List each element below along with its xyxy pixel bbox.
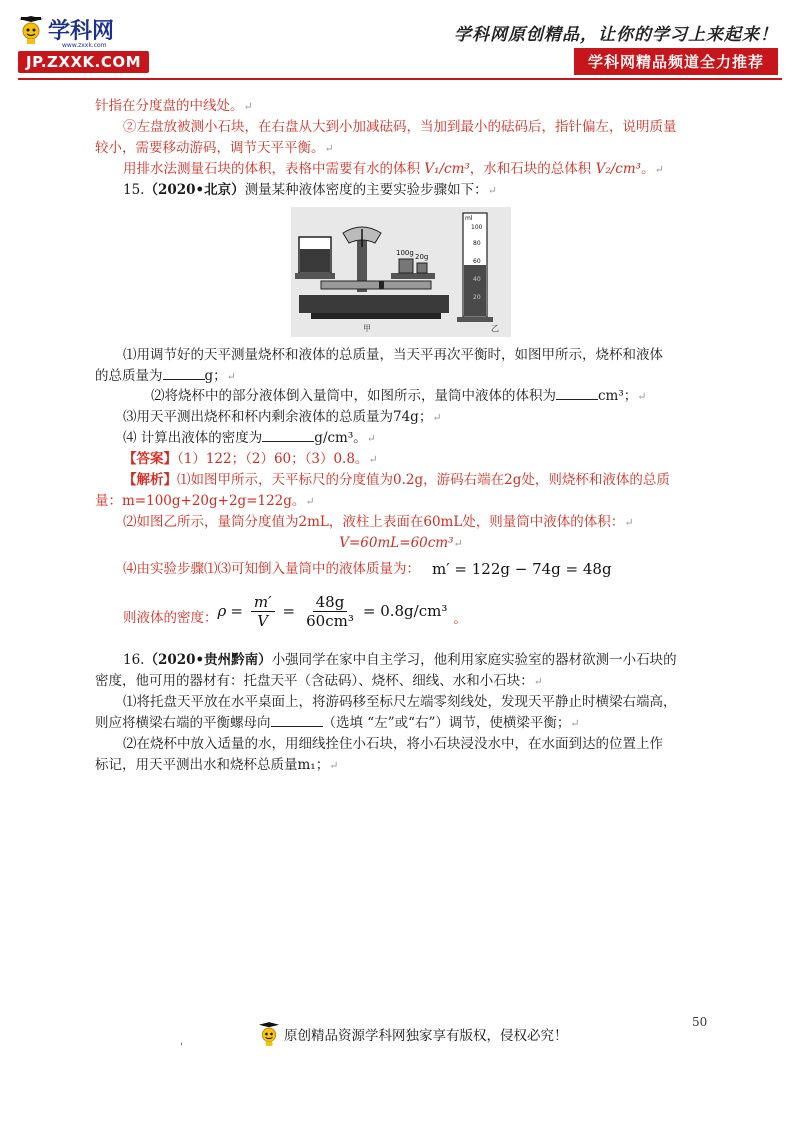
svg-text:40: 40 (473, 275, 481, 283)
logo-url[interactable]: JP.ZXXK.COM (18, 51, 149, 73)
document-body (95, 96, 707, 776)
mass-equation: m′ = 122g − 74g = 48g (432, 559, 612, 578)
text-line: 用排水法测量石块的体积，表格中需要有水的体积 V₁/cm³，水和石块的总体积 V₂/cm³。↵ (123, 160, 664, 177)
step-1-cont: 的总质量为 g；↵ (95, 367, 236, 384)
step-1: ⑴用调节好的天平测量烧杯和液体的总质量，当天平再次平衡时，如图甲所示，烧杯和液体 (123, 346, 663, 363)
weight-20g (417, 263, 427, 273)
weight-100g (399, 259, 413, 273)
footer-tick: ' (180, 1042, 183, 1053)
logo-text: 学科网 (48, 19, 115, 44)
weight-label-100g: 100g (396, 248, 414, 257)
page-footer (258, 1022, 568, 1046)
header-slogan: 学科网原创精品，让你的学习上来起来！ (454, 25, 778, 45)
svg-text:60: 60 (473, 257, 481, 265)
page-header (0, 0, 800, 80)
density-equation: ρ = $\frac{m'}{V}$ = $\frac{48g}{\text{60cm³}}$ = 0.8g/cm³ (217, 593, 448, 631)
text-line: ②左盘放被测小石块，在右盘从大到小加减砝码，当加到最小的砝码后，指针偏左，说明质量 (123, 118, 677, 135)
logo-small-url: www.zxxk.com (62, 42, 107, 49)
answer-blank[interactable] (163, 367, 205, 380)
svg-text:80: 80 (473, 239, 481, 247)
svg-text:100: 100 (471, 223, 483, 231)
balance-beam (321, 281, 431, 289)
q16-step-1-cont: 则应将横梁右端的平衡螺母向 （选填 “左”或“右”）调节，使横梁平衡；↵ (95, 714, 580, 731)
analysis-line: ⑵如图乙所示，量筒分度值为2mL，液柱上表面在60mL处，则量筒中液体的体积：↵ (123, 513, 634, 530)
text-line: 较小，需要移动游码，调节天平平衡。↵ (95, 139, 334, 156)
copyright-text: 原创精品资源学科网独家享有版权，侵权必究！ (284, 1028, 568, 1044)
figure-label-jia: 甲 (363, 323, 371, 333)
q16-step-1: ⑴将托盘天平放在水平桌面上，将游码移至标尺左端零刻线处，发现天平静止时横梁右端高， (123, 693, 677, 710)
analysis-line: 【解析】⑴如图甲所示，天平标尺的分度值为0.2g，游码右端在2g处，则烧杯和液体的总质 (123, 472, 670, 489)
question-16: 16.（2020•贵州黔南）小强同学在家中自主学习，他利用家庭实验室的器材欲测一小石块的 (123, 652, 677, 669)
density-line: 则液体的密度： ρ = $\frac{m'}{V}$ = $\frac{48g}{\text{60cm³}}$ = 0.8g/cm³ 。 (123, 593, 467, 631)
svg-text:ml: ml (465, 214, 473, 222)
page-number: 50 (692, 1015, 708, 1029)
step-3: ⑶用天平测出烧杯和杯内剩余液体的总质量为74g；↵ (123, 409, 442, 426)
step-4: ⑷ 计算出液体的密度为 g/cm³。↵ (123, 430, 376, 447)
header-rule (18, 78, 782, 80)
step-2: ⑵将烧杯中的部分液体倒入量筒中，如图所示，量筒中液体的体积为 cm³；↵ (151, 388, 647, 405)
svg-text:20: 20 (473, 293, 481, 301)
answer-line: 【答案】（1）122；（2）60；（3）0.8。↵ (123, 451, 378, 468)
channel-badge: 学科网精品频道全力推荐 (574, 48, 778, 75)
answer-blank[interactable] (262, 429, 314, 442)
text-line: 针指在分度盘的中线处。↵ (95, 98, 253, 114)
logo (18, 14, 149, 73)
answer-blank[interactable] (556, 387, 598, 400)
answer-blank[interactable] (271, 714, 323, 727)
analysis-equation: V=60mL=60cm³↵ (339, 534, 463, 551)
q16-step-2: ⑵在烧杯中放入适量的水，用细线拴住小石块，将小石块浸没水中，在水面到达的位置上作 (123, 735, 663, 752)
balance-cylinder-figure (291, 207, 511, 337)
q16-step-2-cont: 标记，用天平测出水和烧杯总质量m₁；↵ (95, 756, 339, 773)
mascot-icon (18, 16, 44, 44)
question-15: 15.（2020•北京）测量某种液体密度的主要实验步骤如下：↵ (123, 181, 497, 198)
mascot-icon (258, 1022, 280, 1046)
weight-label-20g: 20g (415, 252, 429, 261)
analysis-line: ⑷由实验步骤⑴⑶可知倒入量筒中的液体质量为： m′ = 122g − 74g = 48g (95, 558, 707, 581)
figure-label-yi: 乙 (491, 323, 499, 333)
question-16-cont: 密度，他可用的器材有：托盘天平（含砝码）、烧杯、细线、水和小石块：↵ (95, 673, 543, 689)
analysis-line: 量：m=100g+20g+2g=122g。↵ (95, 493, 315, 510)
